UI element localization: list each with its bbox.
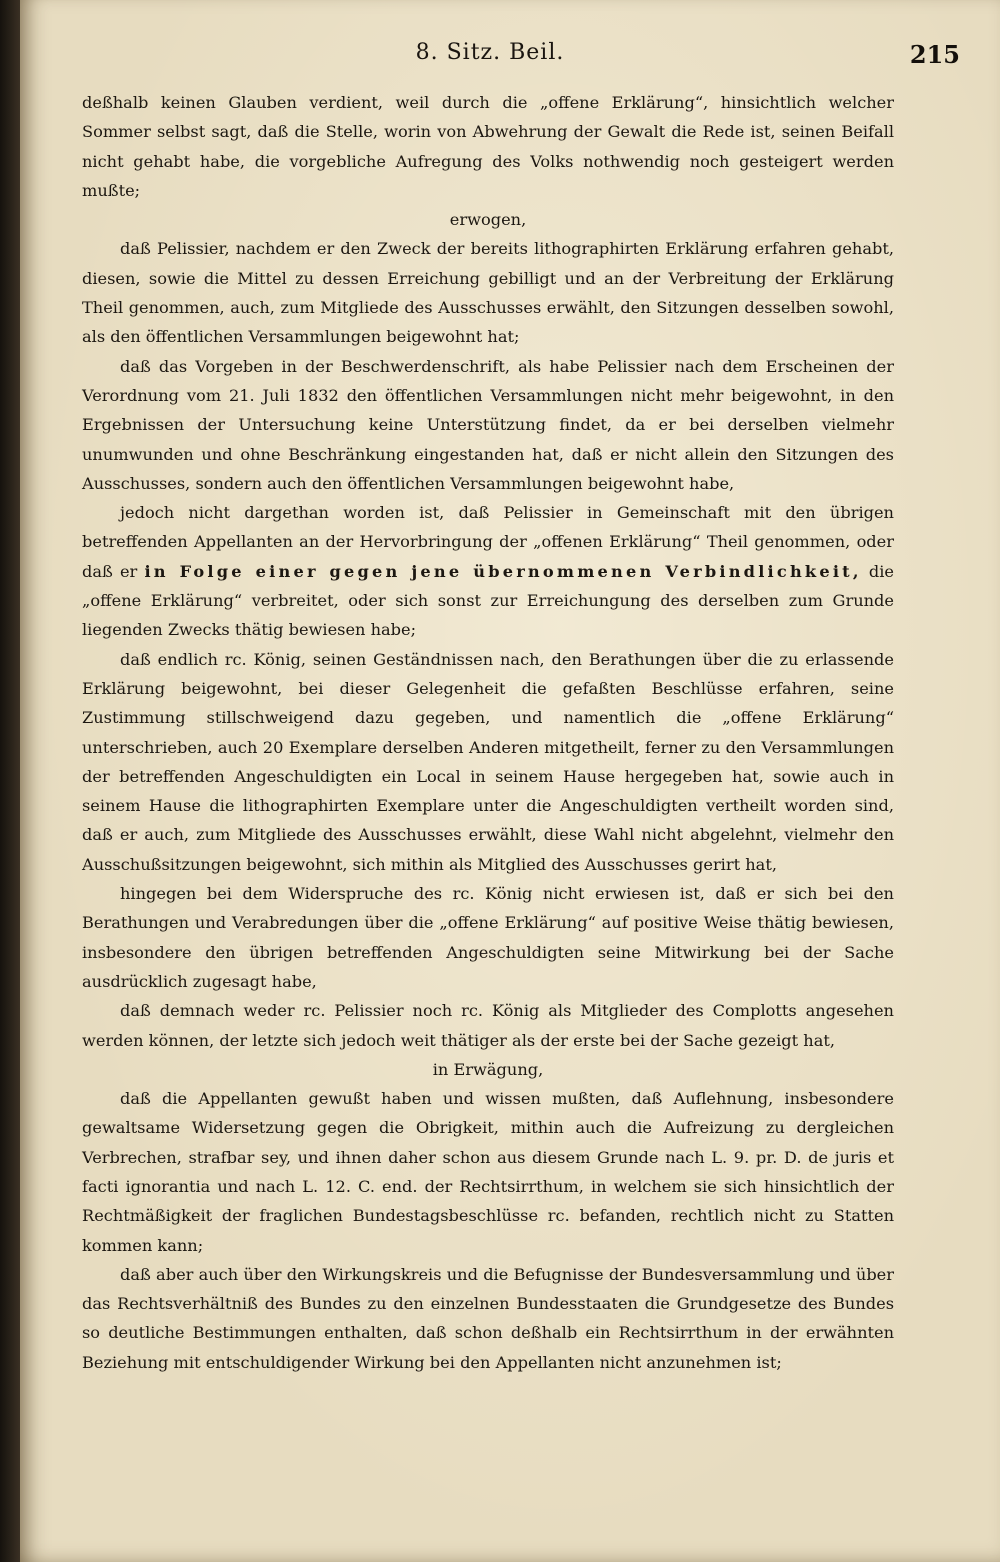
body-text (82, 88, 894, 1377)
page-header (82, 40, 960, 74)
paragraph-jedoch (82, 498, 894, 644)
page-number: 215 (909, 40, 960, 69)
paragraph-koenig: daß endlich rc. König, seinen Geständnissen nach, den Berathungen über die zu erlassende Erklärung beigewohnt, bei dieser Gelegenheit die gefaßten Beschlüsse erfahren, seine Zustimmung stillschweigend dazu gegeben, und namentlich die „offene Erklärung“ unterschrieben, auch 20 Exemplare derselben Anderen mitgetheilt, ferner zu den Versammlungen der betreffenden Angeschuldigten ein Local in seinem Hause hergegeben hat, sowie auch in seinem Hause die lithographirten Exemplare unter die Angeschuldigten vertheilt worden sind, daß er auch, zum Mitgliede des Ausschusses erwählt, diese Wahl nicht abgelehnt, vielmehr den Ausschußsitzungen beigewohnt, sich mithin als Mitglied des Ausschusses gerirt hat, (82, 649, 894, 874)
book-spine-shadow (0, 0, 20, 1562)
paragraph-wirkungskreis: daß aber auch über den Wirkungskreis und die Befugnisse der Bundesversammlung und über das Rechtsverhältniß des Bundes zu den einzelnen Bundesstaaten die Grundgesetze des Bundes so deutliche Bestimmungen enthalten, daß schon deßhalb ein Rechtsirrthum in der erwähnten Beziehung mit entschuldigender Wirkung bei den Appellanten nicht anzunehmen ist; (82, 1264, 894, 1372)
paragraph-pelissier: daß Pelissier, nachdem er den Zweck der bereits lithographirten Erklärung erfahren gehabt, diesen, sowie die Mittel zu dessen Erreichung gebilligt und an der Verbreitung der Erklärung Theil genommen, auch, zum Mitgliede des Ausschusses erwählt, den Sitzungen desselben sowohl, als den öffentlichen Versammlungen beigewohnt hat; (82, 239, 894, 347)
paragraph-jedoch-text: jedoch nicht dargethan worden ist, daß Pelissier in Gemeinschaft mit den übrigen betreffenden Appellanten an der Hervorbringung der „offenen Erklärung“ Theil genommen, oder daß er (82, 503, 894, 581)
heading-erwogen: erwogen, (449, 210, 527, 230)
paragraph-vorgeben: daß das Vorgeben in der Beschwerdenschrift, als habe Pelissier nach dem Erscheinen der Verordnung vom 21. Juli 1832 den öffentlichen Versammlungen nicht mehr beigewohnt, in den Ergebnissen der Untersuchung keine Unterstützung findet, da er bei derselben vielmehr unumwunden und ohne Beschränkung eingestanden hat, daß er nicht allein den Sitzungen des Ausschusses, sondern auch den öffentlichen Versammlungen beigewohnt habe, (82, 356, 894, 493)
spaced-phrase: in Folge einer gegen jene übernommenen Verbindlichkeit, (144, 561, 862, 581)
paragraph-jedoch-rest: die „offene Erklärung“ verbreitet, oder sich sonst zur Erreichungung des derselben zum Grunde liegenden Zwecks thätig bewiesen habe; (82, 561, 894, 640)
document-page (20, 0, 1000, 1562)
paragraph-demnach: daß demnach weder rc. Pelissier noch rc. König als Mitglieder des Complotts angesehen werden können, der letzte sich jedoch weit thätiger als der erste bei der Sache gezeigt hat, (82, 1001, 894, 1050)
paragraph-appellanten: daß die Appellanten gewußt haben und wissen mußten, daß Auflehnung, insbesondere gewaltsame Widersetzung gegen die Obrigkeit, mithin auch die Aufreizung zu dergleichen Verbrechen, strafbar sey, und ihnen daher schon aus diesem Grunde nach L. 9. pr. D. de juris et facti ignorantia und nach L. 12. C. end. der Rechtsirrthum, in welchem sie sich hinsichtlich der Rechtmäßigkeit der fraglichen Bundestagsbeschlüsse rc. befanden, rechtlich nicht zu Statten kommen kann; (82, 1089, 894, 1255)
paragraph-hingegen: hingegen bei dem Widerspruche des rc. König nicht erwiesen ist, daß er sich bei den Berathungen und Verabredungen über die „offene Erklärung“ auf positive Weise thätig bewiesen, insbesondere den übrigen betreffenden Angeschuldigten seine Mitwirkung bei der Sache ausdrücklich zugesagt habe, (82, 884, 894, 991)
heading-in-erwaegung: in Erwägung, (432, 1059, 544, 1079)
paragraph-continuation: deßhalb keinen Glauben verdient, weil durch die „offene Erklärung“, hinsichtlich welcher Sommer selbst sagt, daß die Stelle, worin von Abwehrung der Gewalt die Rede ist, seinen Beifall nicht gehabt habe, die vorgebliche Aufregung des Volks nothwendig noch gesteigert werden mußte; (82, 93, 894, 200)
running-head: 8. Sitz. Beil. (415, 40, 565, 65)
